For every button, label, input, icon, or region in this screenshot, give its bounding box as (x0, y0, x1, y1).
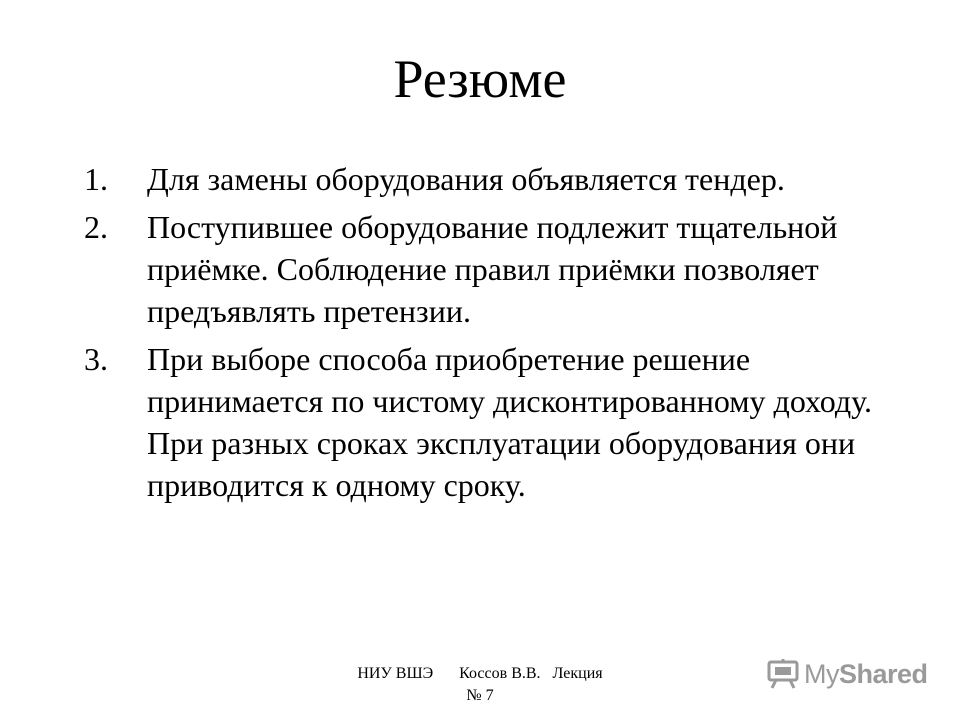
summary-list (84, 158, 884, 512)
list-item-text: При выборе способа приобретение решение принимается по чистому дисконтированному доходу. При разных сроках эксплуатации оборудования они приводится к одному сроку. (147, 341, 872, 503)
footer-author: Коссов В.В. (459, 665, 541, 682)
watermark-brand: Shared (839, 658, 928, 689)
slide-title: Резюме (393, 49, 567, 109)
list-item-number: 3. (84, 341, 108, 377)
footer-lecture: Лекция (552, 665, 603, 682)
list-item-number: 2. (84, 209, 108, 245)
list-item-text: Поступившее оборудование подлежит тщательной приёмке. Соблюдение правил приёмки позволяет предъявлять претензии. (147, 209, 838, 329)
footer-credits (320, 664, 640, 684)
list-item (84, 158, 884, 200)
list-item-number: 1. (84, 161, 108, 197)
list-item (84, 206, 884, 332)
watermark-prefix: My (804, 658, 839, 689)
presentation-board-icon (766, 658, 800, 690)
myshared-watermark (766, 656, 928, 692)
list-item-text: Для замены оборудования объявляется тендер. (147, 161, 785, 197)
footer-lecture-number: № 7 (466, 687, 494, 704)
list-item (84, 338, 884, 506)
footer-org: НИУ ВШЭ (357, 665, 434, 682)
